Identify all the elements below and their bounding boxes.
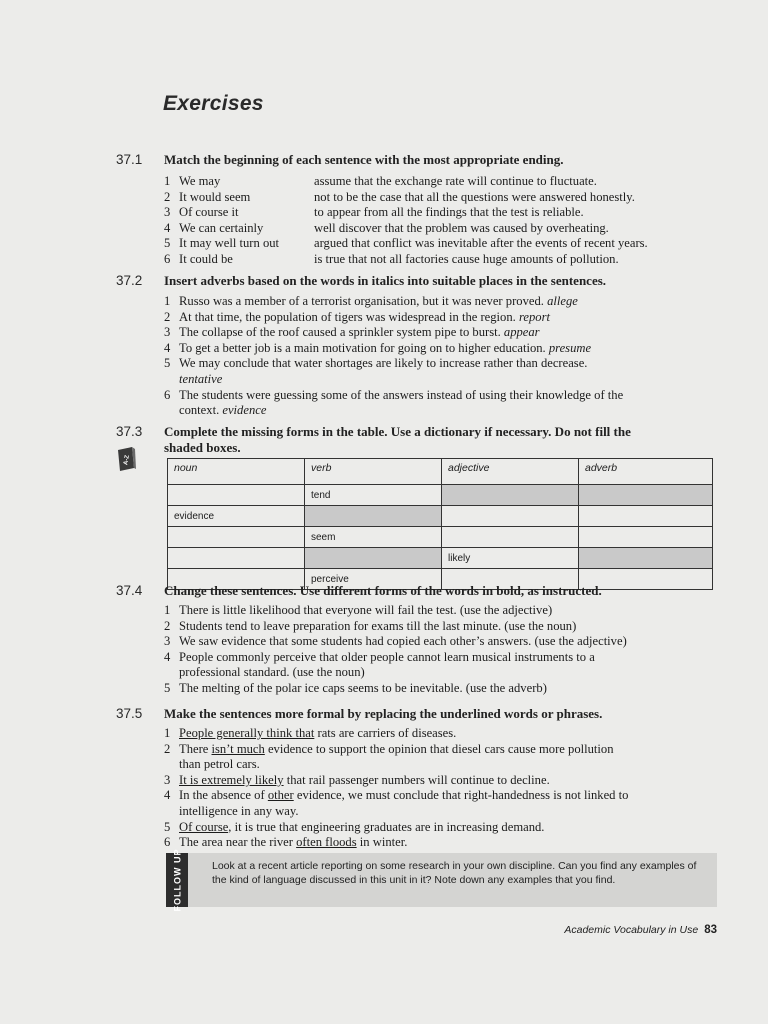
exercise-instruction [164, 424, 724, 455]
match-row: 1 We may assume that the exchange rate will continue to fluctuate. [164, 174, 724, 190]
exercise-list [164, 603, 724, 697]
table-cell: seem [305, 527, 442, 548]
exercise-number: 37.1 [116, 152, 143, 167]
svg-text:A-Z: A-Z [123, 454, 131, 466]
table-cell: evidence [168, 506, 305, 527]
table-cell [442, 527, 579, 548]
word-forms-table [167, 458, 713, 590]
sentence-ending: assume that the exchange rate will continue to fluctuate. [314, 174, 597, 188]
page-title: Exercises [163, 92, 264, 115]
sentence-beginning: We may [179, 174, 221, 188]
exercise-list [164, 726, 724, 851]
exercise-instruction: Change these sentences. Use different forms of the words in bold, as instructed. [164, 583, 602, 598]
sentence-ending: well discover that the problem was caused by overheating. [314, 220, 609, 235]
page-footer [420, 924, 717, 936]
list-item: 5 We may conclude that water shortages are likely to increase rather than decrease. tentative [164, 356, 588, 386]
match-row: 2 It would seem not to be the case that all the questions were answered honestly. [164, 190, 724, 206]
match-row: 3 Of course it to appear from all the findings that the test is reliable. [164, 205, 724, 221]
exercise-number: 37.5 [116, 706, 143, 721]
table-row [168, 527, 713, 548]
shaded-cell [305, 548, 442, 569]
table-cell [579, 527, 713, 548]
matching-list [164, 174, 724, 268]
table-header-row [168, 459, 713, 485]
page-number: 83 [704, 924, 717, 936]
list-item: 4 People commonly perceive that older people cannot learn musical instruments to a professional standard. (use the noun) [164, 649, 595, 680]
dictionary-icon [116, 446, 136, 472]
list-item: 1 There is little likelihood that everyone will fail the test. (use the adjective) [164, 603, 553, 617]
list-item: 2 Students tend to leave preparation for exams till the last minute. (use the noun) [164, 618, 577, 633]
table-cell: tend [305, 485, 442, 506]
exercise-number: 37.3 [116, 424, 143, 439]
table-cell [168, 485, 305, 506]
list-item: 2 At that time, the population of tigers was widespread in the region. report [164, 309, 550, 324]
column-header-verb: verb [305, 459, 442, 485]
table-cell [442, 506, 579, 527]
sentence-beginning: It may well turn out [179, 236, 280, 251]
sentence-beginning: Of course it [179, 205, 239, 220]
instruction-line: shaded boxes. [164, 439, 241, 455]
list-item: 1 Russo was a member of a terrorist organisation, but it was never proved. allege [164, 294, 578, 308]
column-header-noun: noun [168, 459, 305, 485]
exercise-number: 37.2 [116, 273, 143, 288]
match-row: 5 It may well turn out argued that conflict was inevitable after the events of recent years. [164, 236, 724, 252]
match-row: 6 It could be is true that not all factories cause huge amounts of pollution. [164, 252, 724, 268]
exercise-list [164, 294, 724, 419]
list-item: 5 Of course, it is true that engineering graduates are in increasing demand. [164, 819, 545, 834]
exercise-instruction: Insert adverbs based on the words in italics into suitable places in the sentences. [164, 273, 607, 288]
table-cell [168, 527, 305, 548]
exercise-instruction: Match the beginning of each sentence with the most appropriate ending. [164, 152, 564, 167]
sentence-ending: to appear from all the findings that the test is reliable. [314, 205, 584, 220]
list-item: 3 We saw evidence that some students had copied each other’s answers. (use the adjective) [164, 634, 627, 649]
list-item: 3 The collapse of the roof caused a sprinkler system pipe to burst. appear [164, 325, 540, 340]
match-row: 4 We can certainly well discover that the problem was caused by overheating. [164, 221, 724, 237]
list-item: 5 The melting of the polar ice caps seems to be inevitable. (use the adverb) [164, 680, 547, 695]
sentence-beginning: It would seem [179, 189, 251, 204]
table-cell: perceive [305, 569, 442, 590]
table-row [168, 506, 713, 527]
table-row [168, 485, 713, 506]
shaded-cell [579, 548, 713, 569]
sentence-ending: not to be the case that all the questions were answered honestly. [314, 189, 635, 204]
list-item: 6 The area near the river often floods in winter. [164, 835, 408, 850]
list-item: 1 People generally think that rats are carriers of diseases. [164, 726, 457, 740]
sentence-beginning: It could be [179, 251, 233, 266]
list-item: 3 It is extremely likely that rail passenger numbers will continue to decline. [164, 772, 550, 787]
instruction-line: Complete the missing forms in the table. Use a dictionary if necessary. Do not fill the [164, 424, 631, 439]
column-header-adjective: adjective [442, 459, 579, 485]
list-item: 2 There isn’t much evidence to support the opinion that diesel cars cause more pollution than petrol cars. [164, 741, 614, 772]
table-cell: likely [442, 548, 579, 569]
list-item: 6 The students were guessing some of the answers instead of using their knowledge of the context. evidence [164, 387, 624, 418]
sentence-beginning: We can certainly [179, 220, 264, 235]
follow-up-text: Look at a recent article reporting on some research in your own discipline. Can you find any examples of the kind of language discussed in this unit in it? Note down any examples that you find. [212, 860, 697, 886]
follow-up-tab: FOLLOW UP [166, 853, 188, 907]
sentence-ending: is true that not all factories cause huge amounts of pollution. [314, 251, 619, 266]
exercise-instruction: Make the sentences more formal by replacing the underlined words or phrases. [164, 706, 603, 721]
column-header-adverb: adverb [579, 459, 713, 485]
list-item: 4 To get a better job is a main motivation for going on to higher education. presume [164, 340, 592, 355]
table-cell [168, 548, 305, 569]
table-cell [579, 506, 713, 527]
follow-up-box [166, 848, 717, 912]
sentence-ending: argued that conflict was inevitable after the events of recent years. [314, 236, 648, 251]
shaded-cell [305, 506, 442, 527]
book-title: Academic Vocabulary in Use [564, 924, 699, 936]
table-row [168, 548, 713, 569]
shaded-cell [579, 485, 713, 506]
shaded-cell [442, 485, 579, 506]
list-item: 4 In the absence of other evidence, we must conclude that right-handedness is not linked to intelligence in any way. [164, 788, 629, 818]
exercise-number: 37.4 [116, 583, 143, 598]
